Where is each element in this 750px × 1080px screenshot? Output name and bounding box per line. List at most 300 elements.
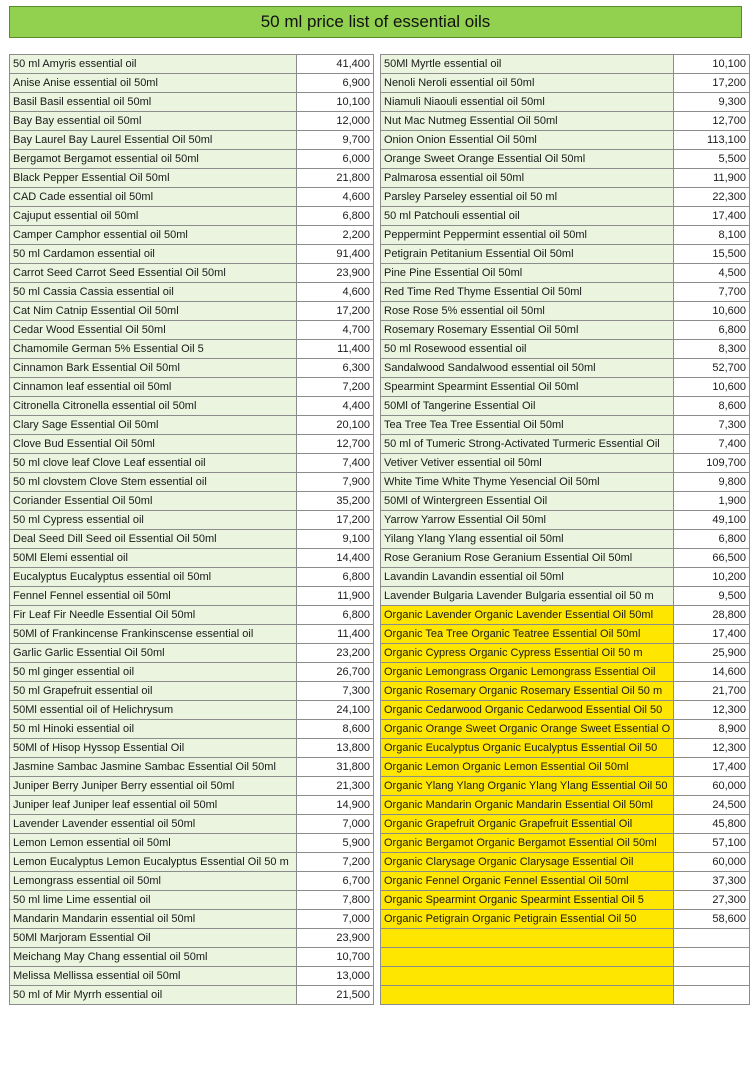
price-table-left	[9, 54, 374, 1005]
table-row	[381, 985, 750, 1004]
table-row	[381, 359, 750, 378]
oil-name: 50 ml Patchouli essential oil	[381, 207, 674, 226]
oil-price: 4,600	[297, 283, 374, 302]
oil-price: 7,200	[297, 853, 374, 872]
table-row	[381, 587, 750, 606]
oil-name: 50 ml Cypress essential oil	[10, 511, 297, 530]
oil-name: Lemon Eucalyptus Lemon Eucalyptus Essential Oil 50 m	[10, 853, 297, 872]
table-row	[10, 473, 374, 492]
table-row	[10, 777, 374, 796]
table-row	[10, 587, 374, 606]
oil-name: 50 ml Hinoki essential oil	[10, 720, 297, 739]
table-row	[10, 530, 374, 549]
oil-name: Vetiver Vetiver essential oil 50ml	[381, 454, 674, 473]
oil-price: 6,700	[297, 872, 374, 891]
oil-name: Organic Bergamot Organic Bergamot Essential Oil 50ml	[381, 834, 674, 853]
table-row	[10, 929, 374, 948]
table-row	[10, 359, 374, 378]
oil-price: 26,700	[297, 663, 374, 682]
oil-name	[381, 985, 674, 1004]
oil-name: White Time White Thyme Yesencial Oil 50ml	[381, 473, 674, 492]
oil-name: Nenoli Neroli essential oil 50ml	[381, 74, 674, 93]
oil-name: Cinnamon Bark Essential Oil 50ml	[10, 359, 297, 378]
table-row	[10, 435, 374, 454]
oil-price: 6,800	[674, 321, 750, 340]
oil-name: Organic Mandarin Organic Mandarin Essential Oil 50ml	[381, 796, 674, 815]
oil-price: 11,900	[297, 587, 374, 606]
table-row	[381, 150, 750, 169]
oil-price	[674, 985, 750, 1004]
table-row	[10, 454, 374, 473]
table-row	[10, 967, 374, 986]
table-row	[10, 568, 374, 587]
oil-name: 50 ml Cardamon essential oil	[10, 245, 297, 264]
oil-name: Lemon Lemon essential oil 50ml	[10, 834, 297, 853]
table-row	[381, 758, 750, 777]
oil-price: 7,300	[297, 682, 374, 701]
oil-name: Deal Seed Dill Seed oil Essential Oil 50ml	[10, 530, 297, 549]
oil-name: Orange Sweet Orange Essential Oil 50ml	[381, 150, 674, 169]
oil-price: 14,400	[297, 549, 374, 568]
oil-name: Tea Tree Tea Tree Essential Oil 50ml	[381, 416, 674, 435]
table-row	[381, 55, 750, 74]
table-row	[10, 758, 374, 777]
table-row	[381, 473, 750, 492]
oil-price: 7,000	[297, 910, 374, 929]
oil-name: Organic Tea Tree Organic Teatree Essential Oil 50ml	[381, 625, 674, 644]
oil-price: 9,800	[674, 473, 750, 492]
table-row	[10, 207, 374, 226]
oil-name: Cat Nim Catnip Essential Oil 50ml	[10, 302, 297, 321]
table-row	[10, 416, 374, 435]
oil-price: 7,800	[297, 891, 374, 910]
table-row	[381, 93, 750, 112]
table-row	[10, 663, 374, 682]
oil-name: 50 ml clove leaf Clove Leaf essential oil	[10, 454, 297, 473]
oil-name: 50Ml of Tangerine Essential Oil	[381, 397, 674, 416]
oil-price: 31,800	[297, 758, 374, 777]
oil-price: 23,900	[297, 264, 374, 283]
oil-name: Onion Onion Essential Oil 50ml	[381, 131, 674, 150]
table-row	[381, 302, 750, 321]
table-row	[381, 74, 750, 93]
table-row	[10, 55, 374, 74]
oil-name: Anise Anise essential oil 50ml	[10, 74, 297, 93]
oil-price: 6,300	[297, 359, 374, 378]
table-row	[381, 910, 750, 929]
oil-price: 21,500	[297, 986, 374, 1005]
oil-price: 6,800	[297, 568, 374, 587]
oil-price: 5,900	[297, 834, 374, 853]
table-row	[10, 872, 374, 891]
oil-price: 27,300	[674, 891, 750, 910]
oil-name: Black Pepper Essential Oil 50ml	[10, 169, 297, 188]
oil-name: Organic Grapefruit Organic Grapefruit Essential Oil	[381, 815, 674, 834]
oil-name: Meichang May Chang essential oil 50ml	[10, 948, 297, 967]
page-title: 50 ml price list of essential oils	[9, 6, 742, 38]
table-row	[381, 530, 750, 549]
oil-name: 50 ml Cassia Cassia essential oil	[10, 283, 297, 302]
oil-name: Organic Lavender Organic Lavender Essential Oil 50ml	[381, 606, 674, 625]
table-row	[381, 378, 750, 397]
oil-name: Clove Bud Essential Oil 50ml	[10, 435, 297, 454]
oil-price: 7,700	[674, 283, 750, 302]
table-row	[10, 492, 374, 511]
oil-name: Organic Rosemary Organic Rosemary Essential Oil 50 m	[381, 682, 674, 701]
oil-price: 10,100	[297, 93, 374, 112]
table-row	[10, 74, 374, 93]
oil-name: Juniper leaf Juniper leaf essential oil 50ml	[10, 796, 297, 815]
table-row	[381, 606, 750, 625]
oil-price: 4,600	[297, 188, 374, 207]
oil-price: 22,300	[674, 188, 750, 207]
table-row	[381, 701, 750, 720]
oil-name: Niamuli Niaouli essential oil 50ml	[381, 93, 674, 112]
oil-price: 6,800	[297, 606, 374, 625]
table-row	[10, 93, 374, 112]
oil-price: 60,000	[674, 853, 750, 872]
table-row	[381, 777, 750, 796]
oil-name: Mandarin Mandarin essential oil 50ml	[10, 910, 297, 929]
oil-price: 52,700	[674, 359, 750, 378]
oil-name: Spearmint Spearmint Essential Oil 50ml	[381, 378, 674, 397]
table-row	[381, 720, 750, 739]
table-row	[381, 682, 750, 701]
table-row	[10, 986, 374, 1005]
oil-name: 50Ml Elemi essential oil	[10, 549, 297, 568]
oil-name: Lavandin Lavandin essential oil 50ml	[381, 568, 674, 587]
oil-price: 4,400	[297, 397, 374, 416]
oil-name: Organic Clarysage Organic Clarysage Essential Oil	[381, 853, 674, 872]
oil-name: 50Ml essential oil of Helichrysum	[10, 701, 297, 720]
oil-name: Bergamot Bergamot essential oil 50ml	[10, 150, 297, 169]
oil-name	[381, 966, 674, 985]
oil-name: Organic Spearmint Organic Spearmint Essential Oil 5	[381, 891, 674, 910]
oil-price: 8,600	[297, 720, 374, 739]
oil-price: 10,200	[674, 568, 750, 587]
oil-name: Organic Cypress Organic Cypress Essential Oil 50 m	[381, 644, 674, 663]
oil-price: 7,300	[674, 416, 750, 435]
oil-name: Organic Petigrain Organic Petigrain Essential Oil 50	[381, 910, 674, 929]
table-row	[381, 853, 750, 872]
table-row	[381, 169, 750, 188]
table-row	[381, 644, 750, 663]
table-row	[381, 492, 750, 511]
table-row	[10, 834, 374, 853]
oil-price: 7,200	[297, 378, 374, 397]
oil-price: 4,500	[674, 264, 750, 283]
table-row	[381, 511, 750, 530]
table-row	[10, 796, 374, 815]
oil-name: 50Ml Marjoram Essential Oil	[10, 929, 297, 948]
oil-price: 12,000	[297, 112, 374, 131]
oil-name: Rosemary Rosemary Essential Oil 50ml	[381, 321, 674, 340]
oil-price: 8,100	[674, 226, 750, 245]
table-row	[10, 644, 374, 663]
oil-name: 50 ml Grapefruit essential oil	[10, 682, 297, 701]
oil-name: Palmarosa essential oil 50ml	[381, 169, 674, 188]
table-row	[10, 625, 374, 644]
table-row	[381, 131, 750, 150]
oil-price: 7,900	[297, 473, 374, 492]
oil-price: 9,500	[674, 587, 750, 606]
oil-name: Organic Lemongrass Organic Lemongrass Essential Oil	[381, 663, 674, 682]
oil-price	[674, 929, 750, 948]
oil-name	[381, 929, 674, 948]
oil-price: 45,800	[674, 815, 750, 834]
oil-name: 50Ml of Hisop Hyssop Essential Oil	[10, 739, 297, 758]
oil-price: 8,900	[674, 720, 750, 739]
oil-name: 50 ml lime Lime essential oil	[10, 891, 297, 910]
table-row	[10, 853, 374, 872]
table-row	[10, 340, 374, 359]
oil-name: Rose Rose 5% essential oil 50ml	[381, 302, 674, 321]
oil-name: Melissa Mellissa essential oil 50ml	[10, 967, 297, 986]
oil-name: 50 ml Amyris essential oil	[10, 55, 297, 74]
table-row	[10, 226, 374, 245]
table-row	[381, 834, 750, 853]
oil-price: 25,900	[674, 644, 750, 663]
oil-price: 17,200	[297, 511, 374, 530]
oil-price: 6,000	[297, 150, 374, 169]
oil-price: 109,700	[674, 454, 750, 473]
oil-price: 10,100	[674, 55, 750, 74]
oil-price: 17,400	[674, 207, 750, 226]
table-row	[381, 872, 750, 891]
table-row	[381, 188, 750, 207]
oil-name: Lavender Bulgaria Lavender Bulgaria essential oil 50 m	[381, 587, 674, 606]
oil-name: Citronella Citronella essential oil 50ml	[10, 397, 297, 416]
oil-price: 17,200	[297, 302, 374, 321]
oil-price: 37,300	[674, 872, 750, 891]
oil-name: Cinnamon leaf essential oil 50ml	[10, 378, 297, 397]
oil-name: Petigrain Petitanium Essential Oil 50ml	[381, 245, 674, 264]
oil-price: 21,300	[297, 777, 374, 796]
oil-price: 17,200	[674, 74, 750, 93]
oil-price: 66,500	[674, 549, 750, 568]
oil-price: 12,700	[297, 435, 374, 454]
oil-name: Fennel Fennel essential oil 50ml	[10, 587, 297, 606]
oil-price: 9,700	[297, 131, 374, 150]
table-row	[381, 549, 750, 568]
oil-name: CAD Cade essential oil 50ml	[10, 188, 297, 207]
oil-name: Red Time Red Thyme Essential Oil 50ml	[381, 283, 674, 302]
oil-name: Organic Fennel Organic Fennel Essential Oil 50ml	[381, 872, 674, 891]
oil-name: Cedar Wood Essential Oil 50ml	[10, 321, 297, 340]
oil-price: 9,300	[674, 93, 750, 112]
table-row	[381, 207, 750, 226]
oil-price: 11,900	[674, 169, 750, 188]
table-row	[381, 796, 750, 815]
oil-price: 12,700	[674, 112, 750, 131]
oil-price: 60,000	[674, 777, 750, 796]
oil-name: Organic Orange Sweet Organic Orange Sweet Essential O	[381, 720, 674, 739]
oil-price: 2,200	[297, 226, 374, 245]
table-row	[10, 283, 374, 302]
oil-name: 50Ml Myrtle essential oil	[381, 55, 674, 74]
oil-price: 15,500	[674, 245, 750, 264]
oil-name: Yilang Ylang Ylang essential oil 50ml	[381, 530, 674, 549]
oil-name: Clary Sage Essential Oil 50ml	[10, 416, 297, 435]
oil-name: 50Ml of Wintergreen Essential Oil	[381, 492, 674, 511]
table-row	[381, 929, 750, 948]
oil-price: 20,100	[297, 416, 374, 435]
oil-name: Lavender Lavender essential oil 50ml	[10, 815, 297, 834]
oil-name: Organic Eucalyptus Organic Eucalyptus Essential Oil 50	[381, 739, 674, 758]
oil-price: 58,600	[674, 910, 750, 929]
oil-price: 10,600	[674, 302, 750, 321]
table-row	[10, 131, 374, 150]
table-row	[381, 264, 750, 283]
oil-price: 9,100	[297, 530, 374, 549]
oil-name: 50 ml of Tumeric Strong-Activated Turmeric Essential Oil	[381, 435, 674, 454]
oil-name: Eucalyptus Eucalyptus essential oil 50ml	[10, 568, 297, 587]
table-row	[381, 435, 750, 454]
oil-price: 12,300	[674, 739, 750, 758]
oil-name: Organic Cedarwood Organic Cedarwood Essential Oil 50	[381, 701, 674, 720]
table-row	[381, 340, 750, 359]
oil-name: Nut Mac Nutmeg Essential Oil 50ml	[381, 112, 674, 131]
oil-price: 8,600	[674, 397, 750, 416]
oil-name: Parsley Parseley essential oil 50 ml	[381, 188, 674, 207]
table-row	[10, 378, 374, 397]
oil-name: 50 ml Rosewood essential oil	[381, 340, 674, 359]
oil-name: 50 ml of Mir Myrrh essential oil	[10, 986, 297, 1005]
oil-price	[674, 966, 750, 985]
table-row	[381, 891, 750, 910]
table-row	[381, 663, 750, 682]
table-row	[10, 606, 374, 625]
oil-price: 91,400	[297, 245, 374, 264]
table-row	[381, 226, 750, 245]
oil-price: 7,400	[674, 435, 750, 454]
table-row	[381, 283, 750, 302]
oil-name: Organic Lemon Organic Lemon Essential Oil 50ml	[381, 758, 674, 777]
table-row	[381, 739, 750, 758]
oil-price: 17,400	[674, 758, 750, 777]
oil-price	[674, 947, 750, 966]
table-row	[10, 302, 374, 321]
oil-price: 6,800	[674, 530, 750, 549]
table-row	[10, 321, 374, 340]
table-row	[10, 910, 374, 929]
table-row	[10, 245, 374, 264]
table-row	[381, 321, 750, 340]
oil-price: 7,400	[297, 454, 374, 473]
table-row	[10, 150, 374, 169]
oil-name: 50 ml ginger essential oil	[10, 663, 297, 682]
oil-name: Basil Basil essential oil 50ml	[10, 93, 297, 112]
oil-name: Carrot Seed Carrot Seed Essential Oil 50ml	[10, 264, 297, 283]
table-row	[381, 416, 750, 435]
oil-price: 6,800	[297, 207, 374, 226]
table-row	[10, 701, 374, 720]
table-row	[10, 815, 374, 834]
table-row	[381, 112, 750, 131]
oil-price: 23,200	[297, 644, 374, 663]
table-row	[381, 397, 750, 416]
oil-price: 28,800	[674, 606, 750, 625]
oil-price: 7,000	[297, 815, 374, 834]
table-row	[10, 264, 374, 283]
oil-price: 113,100	[674, 131, 750, 150]
oil-name: Yarrow Yarrow Essential Oil 50ml	[381, 511, 674, 530]
oil-name: Organic Ylang Ylang Organic Ylang Ylang Essential Oil 50	[381, 777, 674, 796]
table-row	[10, 112, 374, 131]
oil-name: Cajuput essential oil 50ml	[10, 207, 297, 226]
table-row	[10, 511, 374, 530]
table-row	[10, 720, 374, 739]
price-table-right	[380, 54, 750, 1005]
oil-name: Jasmine Sambac Jasmine Sambac Essential Oil 50ml	[10, 758, 297, 777]
oil-price: 24,100	[297, 701, 374, 720]
oil-name: Lemongrass essential oil 50ml	[10, 872, 297, 891]
oil-price: 21,800	[297, 169, 374, 188]
table-row	[10, 549, 374, 568]
oil-price: 35,200	[297, 492, 374, 511]
oil-name: Camper Camphor essential oil 50ml	[10, 226, 297, 245]
oil-name: Peppermint Peppermint essential oil 50ml	[381, 226, 674, 245]
oil-price: 41,400	[297, 55, 374, 74]
oil-price: 49,100	[674, 511, 750, 530]
oil-price: 12,300	[674, 701, 750, 720]
oil-name: Garlic Garlic Essential Oil 50ml	[10, 644, 297, 663]
table-row	[381, 966, 750, 985]
oil-name: Pine Pine Essential Oil 50ml	[381, 264, 674, 283]
oil-price: 8,300	[674, 340, 750, 359]
table-row	[10, 891, 374, 910]
oil-price: 6,900	[297, 74, 374, 93]
table-row	[10, 739, 374, 758]
oil-price: 11,400	[297, 625, 374, 644]
oil-price: 10,700	[297, 948, 374, 967]
oil-name: Bay Laurel Bay Laurel Essential Oil 50ml	[10, 131, 297, 150]
oil-name: Chamomile German 5% Essential Oil 5	[10, 340, 297, 359]
oil-name: 50 ml clovstem Clove Stem essential oil	[10, 473, 297, 492]
table-row	[10, 188, 374, 207]
table-row	[381, 947, 750, 966]
oil-name: Rose Geranium Rose Geranium Essential Oil 50ml	[381, 549, 674, 568]
table-row	[381, 568, 750, 587]
oil-price: 14,600	[674, 663, 750, 682]
oil-name	[381, 947, 674, 966]
oil-name: Sandalwood Sandalwood essential oil 50ml	[381, 359, 674, 378]
oil-price: 17,400	[674, 625, 750, 644]
table-row	[10, 948, 374, 967]
table-row	[10, 397, 374, 416]
oil-price: 10,600	[674, 378, 750, 397]
oil-name: Coriander Essential Oil 50ml	[10, 492, 297, 511]
table-row	[10, 682, 374, 701]
oil-name: Fir Leaf Fir Needle Essential Oil 50ml	[10, 606, 297, 625]
table-row	[381, 245, 750, 264]
oil-name: 50Ml of Frankincense Frankinscense essential oil	[10, 625, 297, 644]
oil-price: 23,900	[297, 929, 374, 948]
table-row	[381, 625, 750, 644]
oil-price: 4,700	[297, 321, 374, 340]
oil-price: 11,400	[297, 340, 374, 359]
oil-price: 13,800	[297, 739, 374, 758]
oil-name: Bay Bay essential oil 50ml	[10, 112, 297, 131]
oil-name: Juniper Berry Juniper Berry essential oil 50ml	[10, 777, 297, 796]
oil-price: 24,500	[674, 796, 750, 815]
oil-price: 21,700	[674, 682, 750, 701]
table-row	[10, 169, 374, 188]
oil-price: 14,900	[297, 796, 374, 815]
oil-price: 13,000	[297, 967, 374, 986]
table-row	[381, 815, 750, 834]
oil-price: 1,900	[674, 492, 750, 511]
